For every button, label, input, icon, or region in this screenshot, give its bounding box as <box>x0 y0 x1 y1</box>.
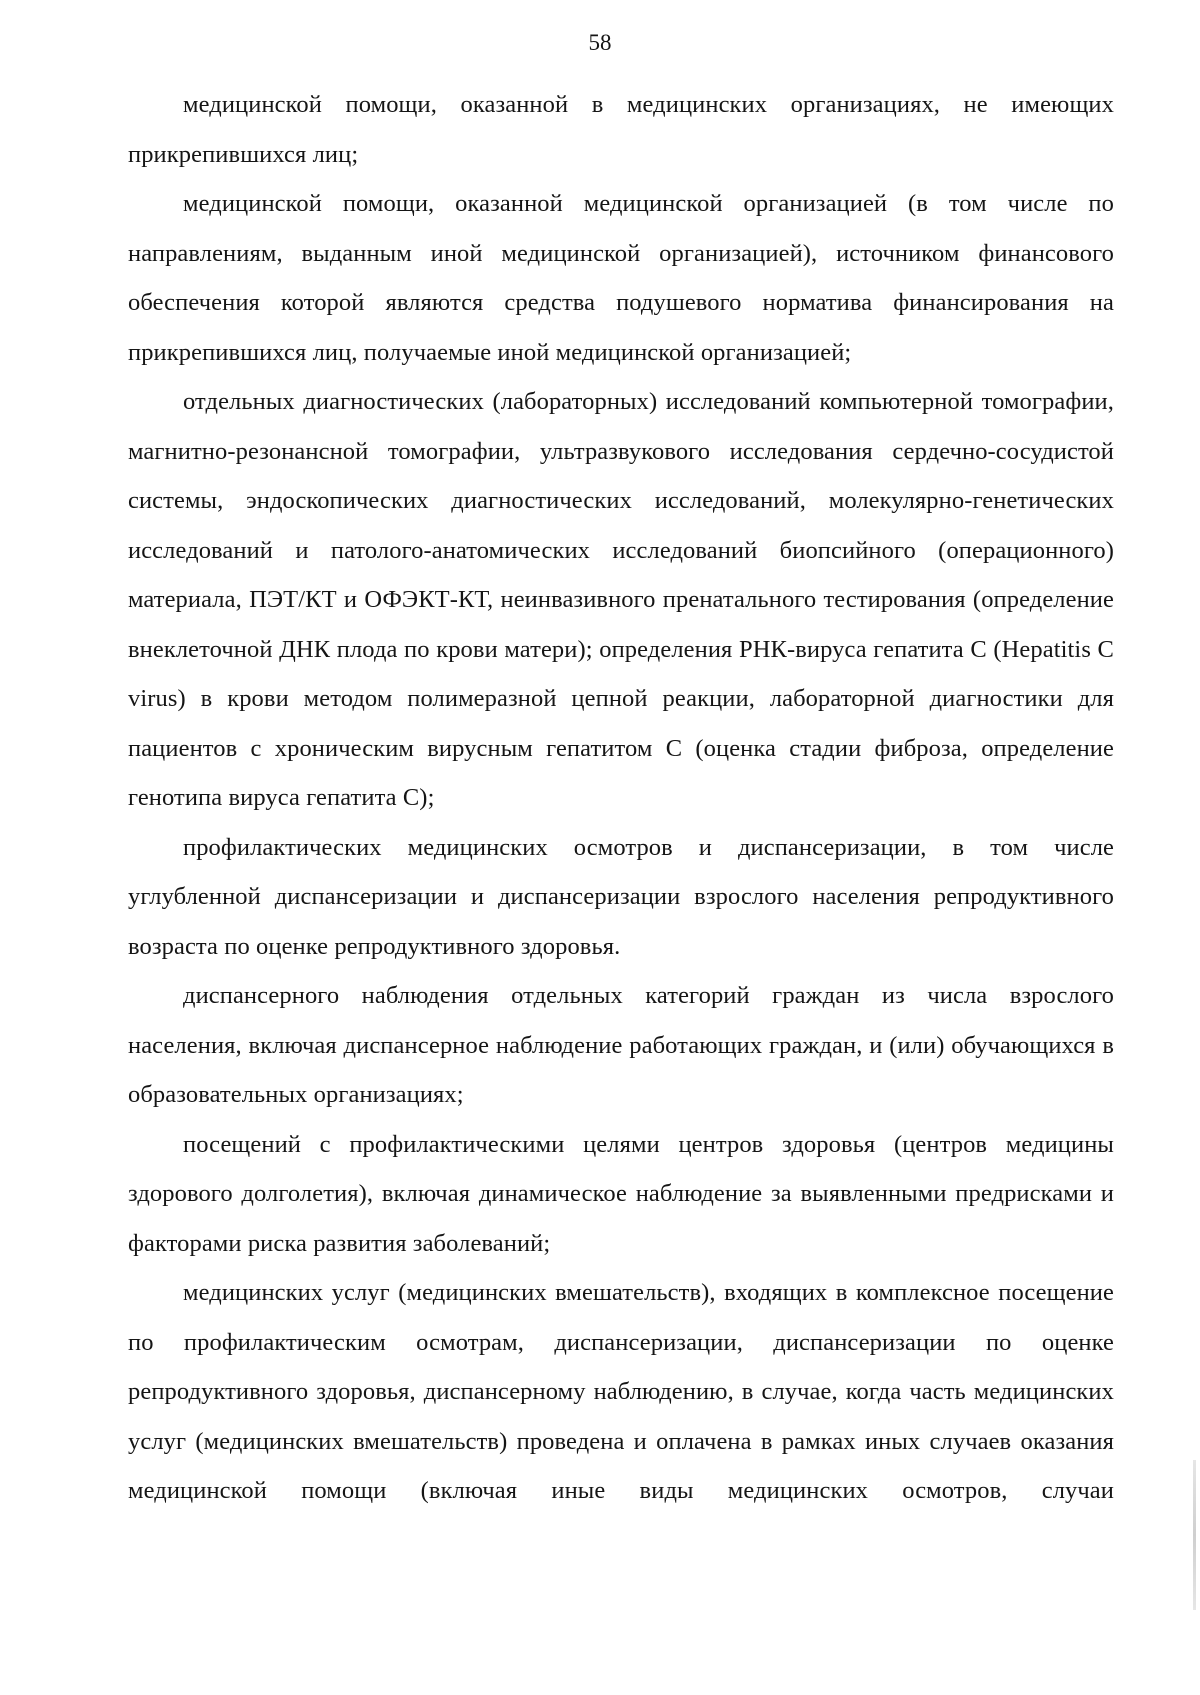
scan-edge-mark <box>1193 1460 1196 1610</box>
paragraph-preventive-examinations: профилактических медицинских осмотров и диспансеризации, в том числе углубленной диспансеризации и диспансеризации взрослого населения репродуктивного возраста по оценке репродуктивного здоровья. <box>128 833 1114 960</box>
page-number: 58 <box>588 30 612 55</box>
paragraph-diagnostic-studies: отдельных диагностических (лабораторных) исследований компьютерной томографии, магнитно-резонансной томографии, ультразвукового исследования сердечно-сосудистой системы, эндоскопических диагностических исследований, молекулярно-генетических исследований и патолого-анатомических исследований биопсийного (операционного) материала, ПЭТ/КТ и ОФЭКТ-КТ, неинвазивного пренатального тестирования (определение внеклеточной ДНК плода по крови матери); определения РНК-вируса гепатита С (Hepatitis С virus) в крови методом полимеразной цепной реакции, лабораторной диагностики для пациентов с хроническим вирусным гепатитом С (оценка стадии фиброза, определение генотипа вируса гепатита С); <box>128 388 1114 811</box>
paragraph-health-centers: посещений с профилактическими целями центров здоровья (центров медицины здорового долголетия), включая динамическое наблюдение за выявленными предрисками и факторами риска развития заболеваний; <box>128 1130 1114 1257</box>
paragraph-no-attached-persons: медицинской помощи, оказанной в медицинских организациях, не имеющих прикрепившихся лиц; <box>128 91 1114 168</box>
paragraph-medical-services: медицинских услуг (медицинских вмешательств), входящих в комплексное посещение по профилактическим осмотрам, диспансеризации, диспансеризации по оценке репродуктивного здоровья, диспансерному наблюдению, в случае, когда часть медицинских услуг (медицинских вмешательств) проведена и оплачена в рамках иных случаев оказания медицинской помощи (включая иные виды медицинских осмотров, случаи <box>128 1279 1114 1504</box>
paragraph-referral-care: медицинской помощи, оказанной медицинской организацией (в том числе по направлениям, выданным иной медицинской организацией), источником финансового обеспечения которой являются средства подушевого норматива финансирования на прикрепившихся лиц, получаемые иной медицинской организацией; <box>128 190 1114 366</box>
document-body <box>128 80 1114 1516</box>
paragraph-dispensary-observation: диспансерного наблюдения отдельных категорий граждан из числа взрослого населения, включая диспансерное наблюдение работающих граждан, и (или) обучающихся в образовательных организациях; <box>128 982 1114 1108</box>
